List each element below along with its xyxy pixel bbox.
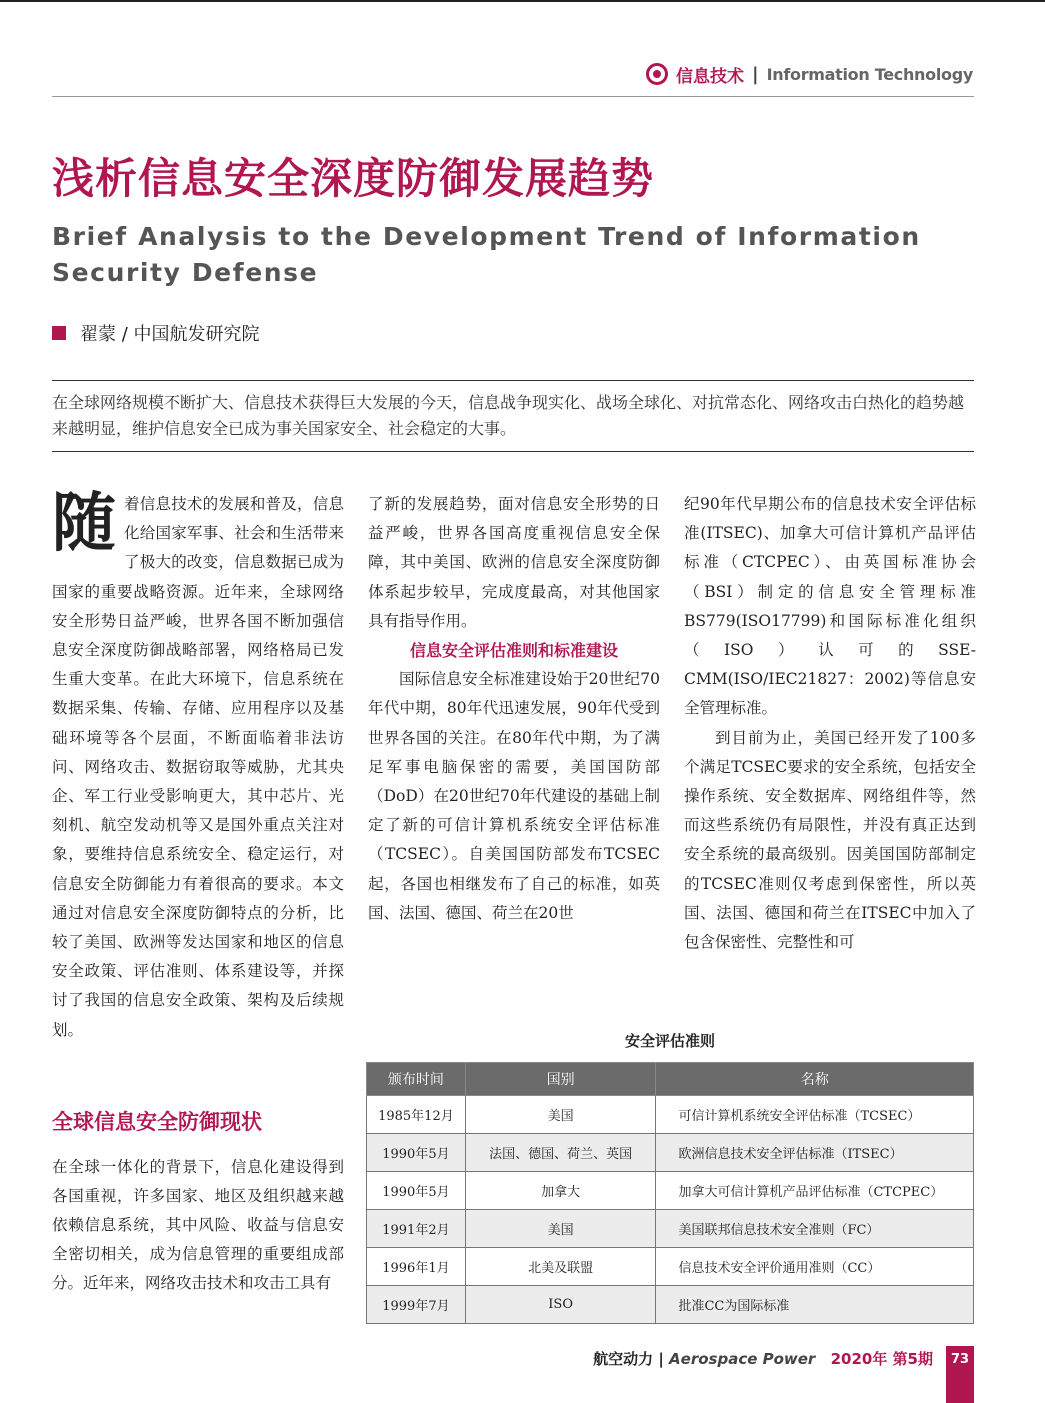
cell-name: 欧洲信息技术安全评估标准（ITSEC） xyxy=(656,1134,974,1172)
section-separator: | xyxy=(752,63,759,85)
intro-paragraph: 着信息技术的发展和普及，信息化给国家军事、社会和生活带来了极大的改变，信息数据已成为国家的重要战略资源。近年来，全球网络安全形势日益严峻，世界各国不断加强信息安全深度防御战略部署，网络格局已发生重大变革。在此大环境下，信息系统在数据采集、传输、存储、应用程序以及基础环境等各个层面，不断面临着非法访问、网络攻击、数据窃取等威胁，尤其央企、军工行业受影响更大，其中芯片、光刻机、航空发动机等又是国外重点关注对象，要维持信息系统安全、稳定运行，对信息安全防御能力有着很高的要求。本文通过对信息安全深度防御特点的分析，比较了美国、欧洲等发达国家和地区的信息安全政策、评估准则、体系建设等，并探讨了我国的信息安全政策、架构及后续规划。 xyxy=(52,495,344,1039)
author-name: 翟蒙 / 中国航发研究院 xyxy=(80,324,260,345)
header-rule xyxy=(52,96,974,97)
cell-country: 北美及联盟 xyxy=(465,1248,656,1286)
journal-separator: | xyxy=(658,1350,664,1368)
column-1-continued xyxy=(52,1137,344,1314)
column-3-paragraph-1: 纪90年代早期公布的信息技术安全评估标准(ITSEC)、加拿大可信计算机产品评估标准（CTCPEC）、由英国标准协会（BSI）制定的信息安全管理标准BS779(ISO17799)和国际标准化组织（ISO）认可的SSE-CMM(ISO/IEC21827：2002)等信息安全管理标准。 xyxy=(684,495,976,718)
column-header-country: 国别 xyxy=(465,1063,656,1096)
column-header-name: 名称 xyxy=(656,1063,974,1096)
abstract: 在全球网络规模不断扩大、信息技术获得巨大发展的今天，信息战争现实化、战场全球化、对抗常态化、网络攻击白热化的趋势越来越明显，维护信息安全已成为事关国家安全、社会稳定的大事。 xyxy=(52,380,974,452)
section-name-cn: 信息技术 xyxy=(676,66,745,87)
cell-country: 加拿大 xyxy=(465,1172,656,1210)
article-title-en: Brief Analysis to the Development Trend of Information Security Defense xyxy=(52,222,921,287)
cell-date: 1985年12月 xyxy=(367,1096,466,1134)
section-name-en: Information Technology xyxy=(766,64,973,84)
article-title-cn: 浅析信息安全深度防御发展趋势 xyxy=(52,154,655,203)
section-tag xyxy=(646,60,973,88)
global-status-paragraph: 在全球一体化的背景下，信息化建设得到各国重视，许多国家、地区及组织越来越依赖信息系统，其中风险、收益与信息安全密切相关，成为信息管理的重要组成部分。近年来，网络攻击技术和攻击工具有 xyxy=(52,1157,344,1293)
table-row xyxy=(367,1210,974,1248)
cell-name: 可信计算机系统安全评估标准（TCSEC） xyxy=(656,1096,974,1134)
cell-date: 1990年5月 xyxy=(367,1172,466,1210)
standards-table xyxy=(366,1062,974,1324)
author-line xyxy=(52,320,260,346)
journal-name-cn: 航空动力 xyxy=(593,1350,654,1368)
cell-name: 信息技术安全评价通用准则（CC） xyxy=(656,1248,974,1286)
gear-logo-icon xyxy=(646,63,668,85)
cell-name: 加拿大可信计算机产品评估标准（CTCPEC） xyxy=(656,1172,974,1210)
table-row xyxy=(367,1172,974,1210)
table-row xyxy=(367,1248,974,1286)
cell-country: 美国 xyxy=(465,1096,656,1134)
column-3-paragraph-2: 到目前为止，美国已经开发了100多个满足TCSEC要求的安全系统，包括安全操作系统、安全数据库、网络组件等，然而这些系统仍有局限性，并没有真正达到安全系统的最高级别。因美国国防部制定的TCSEC准则仅考虑到保密性，所以英国、法国、德国和荷兰在ITSEC中加入了包含保密性、完整性和可 xyxy=(684,728,976,952)
cell-name: 美国联邦信息技术安全准则（FC） xyxy=(656,1210,974,1248)
column-header-date: 颁布时间 xyxy=(367,1063,466,1096)
drop-cap: 随 xyxy=(52,486,116,561)
table-row xyxy=(367,1096,974,1134)
cell-date: 1996年1月 xyxy=(367,1248,466,1286)
page-number: 73 xyxy=(946,1346,974,1403)
table-header-row xyxy=(367,1063,974,1096)
journal-footer xyxy=(593,1348,933,1369)
cell-name: 批准CC为国际标准 xyxy=(656,1286,974,1324)
cell-date: 1999年7月 xyxy=(367,1286,466,1324)
cell-date: 1991年2月 xyxy=(367,1210,466,1248)
table-row xyxy=(367,1134,974,1172)
column-2-paragraph-1: 了新的发展趋势，面对信息安全形势的日益严峻，世界各国高度重视信息安全保障，其中美国、欧洲的信息安全深度防御体系起步较早，完成度最高，对其他国家具有指导作用。 xyxy=(368,495,660,630)
column-2-paragraph-2: 国际信息安全标准建设始于20世纪70年代中期，80年代迅速发展，90年代受到世界各国的关注。在80年代中期，为了满足军事电脑保密的需要，美国国防部（DoD）在20世纪70年代建设的基础上制定了新的可信计算机系统安全评估标准（TCSEC）。自美国国防部发布TCSEC起，各国也相继发布了自己的标准，如英国、法国、德国、荷兰在20世 xyxy=(368,670,660,922)
top-border xyxy=(0,0,1045,2)
column-1 xyxy=(52,486,344,1045)
column-3 xyxy=(684,490,976,957)
column-2 xyxy=(368,490,660,928)
square-bullet-icon xyxy=(52,326,66,340)
journal-name-en: Aerospace Power xyxy=(669,1350,816,1368)
section-heading-global-status: 全球信息安全防御现状 xyxy=(52,1110,262,1134)
table-caption: 安全评估准则 xyxy=(624,1032,715,1050)
cell-country: 法国、德国、荷兰、英国 xyxy=(465,1134,656,1172)
cell-country: ISO xyxy=(465,1286,656,1324)
cell-country: 美国 xyxy=(465,1210,656,1248)
cell-date: 1990年5月 xyxy=(367,1134,466,1172)
journal-issue: 2020年 第5期 xyxy=(830,1350,933,1368)
table-row xyxy=(367,1286,974,1324)
section-heading-standards: 信息安全评估准则和标准建设 xyxy=(409,641,618,661)
